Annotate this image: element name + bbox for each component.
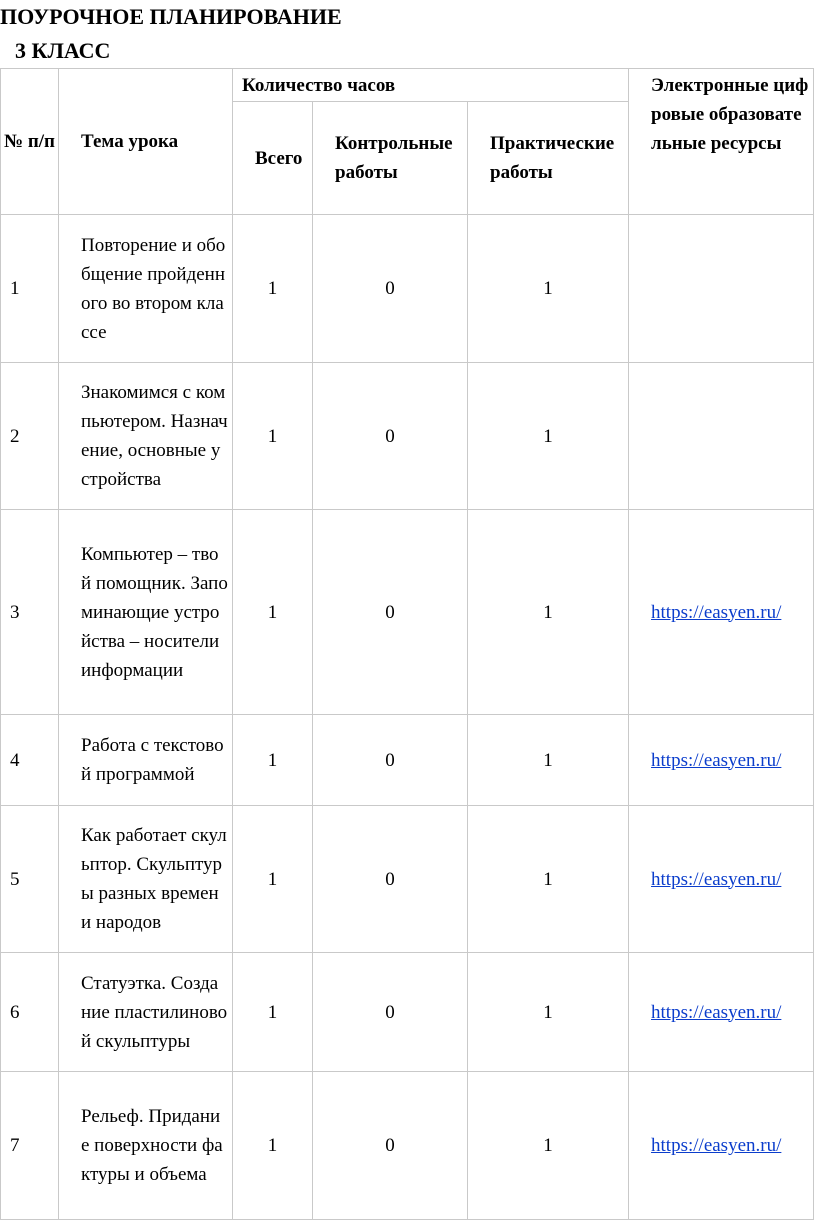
- row-practical: 1: [468, 715, 629, 806]
- row-resource: [629, 215, 814, 363]
- row-total: 1: [233, 1072, 313, 1220]
- row-num: 7: [1, 1072, 59, 1220]
- row-control: 0: [313, 363, 468, 510]
- row-resource-cell: [629, 953, 814, 1072]
- resource-link[interactable]: https://easyen.ru/: [651, 1135, 782, 1156]
- row-num: 5: [1, 806, 59, 953]
- lesson-plan-table: [0, 68, 814, 1220]
- table-row: [1, 363, 814, 510]
- resource-link[interactable]: https://easyen.ru/: [651, 868, 782, 890]
- row-topic: Работа с текстовой программой: [59, 715, 233, 806]
- table-row: [1, 215, 814, 363]
- table-row: [1, 953, 814, 1072]
- row-total: 1: [233, 806, 313, 953]
- row-total: 1: [233, 215, 313, 363]
- row-resource: [629, 363, 814, 510]
- row-topic: Знакомимся с компьютером. Назначение, основные устройства: [59, 363, 233, 510]
- row-resource-cell: [629, 510, 814, 715]
- row-resource-cell: [629, 1072, 814, 1220]
- row-practical: 1: [468, 806, 629, 953]
- table-row: [1, 715, 814, 806]
- resource-link[interactable]: https://easyen.ru/: [651, 601, 782, 623]
- row-topic: Рельеф. Придание поверхности фактуры и объема: [59, 1072, 233, 1220]
- row-practical: 1: [468, 215, 629, 363]
- row-practical: 1: [468, 1072, 629, 1220]
- table-row: [1, 806, 814, 953]
- row-num: 3: [1, 510, 59, 715]
- row-control: 0: [313, 715, 468, 806]
- row-practical: 1: [468, 363, 629, 510]
- row-resource-cell: [629, 715, 814, 806]
- row-control: 0: [313, 510, 468, 715]
- row-control: 0: [313, 1072, 468, 1220]
- header-topic: Тема урока: [59, 69, 233, 215]
- header-num: № п/п: [1, 69, 59, 215]
- row-practical: 1: [468, 953, 629, 1072]
- header-practical: Практические работы: [468, 102, 629, 215]
- row-control: 0: [313, 953, 468, 1072]
- page-title: ПОУРОЧНОЕ ПЛАНИРОВАНИЕ: [0, 4, 342, 29]
- row-control: 0: [313, 806, 468, 953]
- row-topic: Как работает скульптор. Скульптуры разных времен и народов: [59, 806, 233, 953]
- row-control: 0: [313, 215, 468, 363]
- row-num: 6: [1, 953, 59, 1072]
- row-resource-cell: [629, 806, 814, 953]
- row-topic: Повторение и обобщение пройденного во втором классе: [59, 215, 233, 363]
- row-topic: Компьютер – твой помощник. Запоминающие устройства – носители информации: [59, 510, 233, 715]
- header-total: Всего: [233, 102, 313, 215]
- table-row: [1, 1072, 814, 1220]
- row-total: 1: [233, 510, 313, 715]
- header-resources: Электронные цифровые образовательные ресурсы: [629, 69, 814, 215]
- row-practical: 1: [468, 510, 629, 715]
- header-control: Контрольные работы: [313, 102, 468, 215]
- page-subtitle: 3 КЛАСС: [15, 38, 111, 63]
- table-row: [1, 510, 814, 715]
- row-total: 1: [233, 715, 313, 806]
- resource-link[interactable]: https://easyen.ru/: [651, 749, 782, 771]
- row-num: 2: [1, 363, 59, 510]
- row-total: 1: [233, 953, 313, 1072]
- row-topic: Статуэтка. Создание пластилиновой скульптуры: [59, 953, 233, 1072]
- resource-link[interactable]: https://easyen.ru/: [651, 1001, 782, 1023]
- header-hours: Количество часов: [233, 69, 629, 102]
- row-total: 1: [233, 363, 313, 510]
- row-num: 4: [1, 715, 59, 806]
- row-num: 1: [1, 215, 59, 363]
